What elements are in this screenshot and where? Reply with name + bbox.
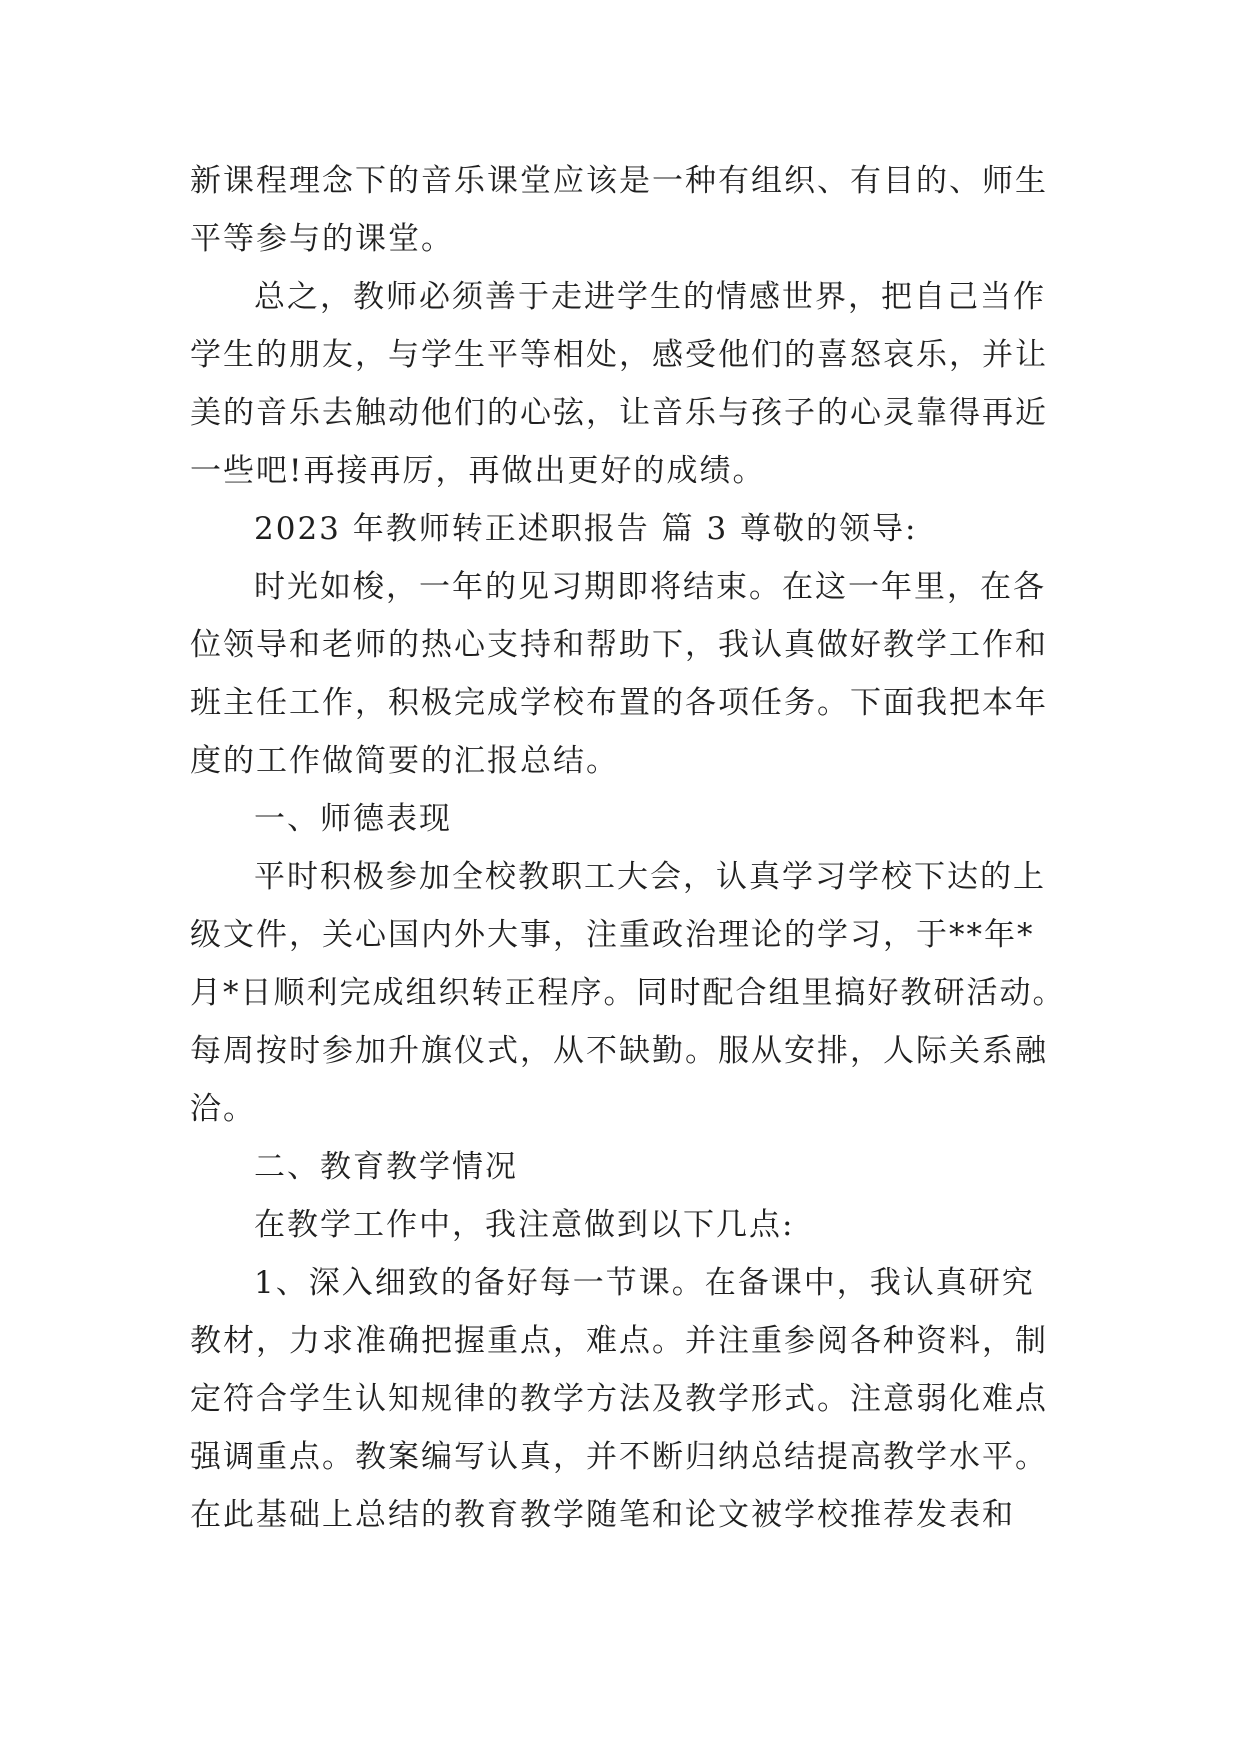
text-line: 在此基础上总结的教育教学随笔和论文被学校推荐发表和 xyxy=(190,1497,1015,1533)
text-line: 教材，力求准确把握重点，难点。并注重参阅各种资料，制 xyxy=(190,1323,1048,1359)
text-line: 美的音乐去触动他们的心弦，让音乐与孩子的心灵靠得再近 xyxy=(190,395,1048,431)
text-line: 级文件，关心国内外大事，注重政治理论的学习，于**年* xyxy=(190,917,1035,953)
text-line: 平时积极参加全校教职工大会，认真学习学校下达的上 xyxy=(254,859,1046,895)
text-line: 二、教育教学情况 xyxy=(254,1149,518,1185)
text-line: 2023 年教师转正述职报告 篇 3 尊敬的领导: xyxy=(254,511,918,547)
text-line: 学生的朋友，与学生平等相处，感受他们的喜怒哀乐，并让 xyxy=(190,337,1048,373)
text-line: 总之，教师必须善于走进学生的情感世界，把自己当作 xyxy=(254,279,1046,315)
text-line: 新课程理念下的音乐课堂应该是一种有组织、有目的、师生 xyxy=(190,163,1048,199)
text-line: 1、深入细致的备好每一节课。在备课中，我认真研究 xyxy=(254,1265,1035,1301)
text-line: 每周按时参加升旗仪式，从不缺勤。服从安排，人际关系融 xyxy=(190,1033,1048,1069)
text-line: 强调重点。教案编写认真，并不断归纳总结提高教学水平。 xyxy=(190,1439,1048,1475)
text-line: 一、师德表现 xyxy=(254,801,452,837)
document-body xyxy=(190,152,1070,1544)
text-line: 位领导和老师的热心支持和帮助下，我认真做好教学工作和 xyxy=(190,627,1048,663)
text-line: 平等参与的课堂。 xyxy=(190,221,454,257)
text-line: 时光如梭，一年的见习期即将结束。在这一年里，在各 xyxy=(254,569,1046,605)
text-line: 月*日顺利完成组织转正程序。同时配合组里搞好教研活动。 xyxy=(190,975,1066,1011)
text-line: 定符合学生认知规律的教学方法及教学形式。注意弱化难点 xyxy=(190,1381,1048,1417)
text-line: 班主任工作，积极完成学校布置的各项任务。下面我把本年 xyxy=(190,685,1048,721)
text-line: 度的工作做简要的汇报总结。 xyxy=(190,743,619,779)
text-line: 一些吧!再接再厉，再做出更好的成绩。 xyxy=(190,453,766,489)
text-line: 在教学工作中，我注意做到以下几点: xyxy=(254,1207,795,1243)
text-line: 洽。 xyxy=(190,1091,256,1127)
